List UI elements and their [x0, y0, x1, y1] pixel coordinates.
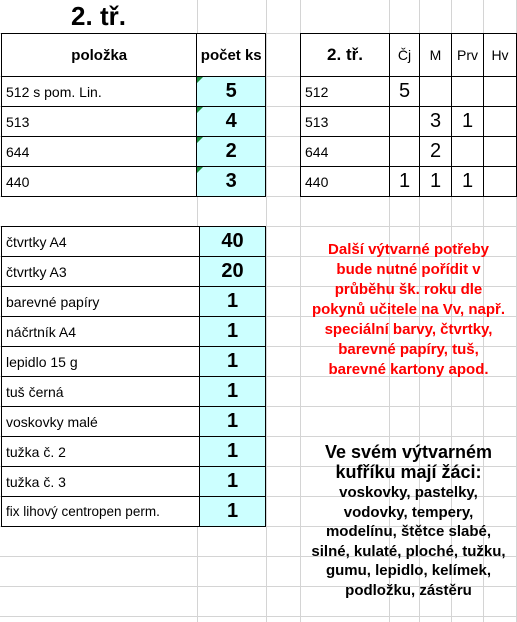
- note-heading-line: Ve svém výtvarném: [324, 442, 493, 462]
- item-count[interactable]: 3: [197, 167, 266, 197]
- item-count[interactable]: 2: [197, 137, 266, 167]
- supply-name[interactable]: barevné papíry: [2, 287, 200, 317]
- note-line: Další výtvarné potřeby: [328, 241, 489, 258]
- item-name[interactable]: 513: [2, 107, 197, 137]
- m-cell[interactable]: 1: [420, 167, 452, 197]
- header-class: 2. tř.: [301, 34, 390, 77]
- code-cell[interactable]: 512: [301, 77, 390, 107]
- header-prv: Prv: [452, 34, 484, 77]
- note-line: barevné kartony apod.: [328, 361, 489, 378]
- cj-cell[interactable]: 5: [390, 77, 420, 107]
- m-cell[interactable]: 2: [420, 137, 452, 167]
- page-title: 2. tř.: [71, 1, 126, 31]
- supply-count[interactable]: 1: [200, 437, 266, 467]
- prv-cell[interactable]: [452, 77, 484, 107]
- code-cell[interactable]: 440: [301, 167, 390, 197]
- hv-cell[interactable]: [484, 167, 517, 197]
- header-item: položka: [2, 34, 197, 77]
- code-cell[interactable]: 644: [301, 137, 390, 167]
- cj-cell[interactable]: 1: [390, 167, 420, 197]
- hv-cell[interactable]: [484, 77, 517, 107]
- supply-count[interactable]: 1: [200, 407, 266, 437]
- supply-count[interactable]: 40: [200, 227, 266, 257]
- supply-name[interactable]: čtvrtky A3: [2, 257, 200, 287]
- supply-count[interactable]: 1: [200, 347, 266, 377]
- header-m: M: [420, 34, 452, 77]
- m-cell[interactable]: [420, 77, 452, 107]
- note-line: barevné papíry, tuš,: [338, 341, 479, 358]
- note-line: silné, kulaté, ploché, tužku,: [311, 542, 506, 560]
- supply-name[interactable]: čtvrtky A4: [2, 227, 200, 257]
- additional-supplies-note: [300, 240, 517, 380]
- supply-count[interactable]: 1: [200, 377, 266, 407]
- supply-count[interactable]: 1: [200, 287, 266, 317]
- supply-name[interactable]: voskovky malé: [2, 407, 200, 437]
- item-count[interactable]: 4: [197, 107, 266, 137]
- note-line: podložku, zástěru: [345, 581, 472, 599]
- cj-cell[interactable]: [390, 137, 420, 167]
- item-name[interactable]: 440: [2, 167, 197, 197]
- item-name[interactable]: 644: [2, 137, 197, 167]
- header-count: počet ks: [197, 34, 266, 77]
- hv-cell[interactable]: [484, 137, 517, 167]
- supply-name[interactable]: tuš černá: [2, 377, 200, 407]
- prv-cell[interactable]: 1: [452, 107, 484, 137]
- m-cell[interactable]: 3: [420, 107, 452, 137]
- supply-name[interactable]: náčrtník A4: [2, 317, 200, 347]
- note-line: gumu, lepidlo, kelímek,: [325, 562, 492, 579]
- supply-name[interactable]: fix lihový centropen perm.: [2, 497, 200, 527]
- supply-name[interactable]: tužka č. 3: [2, 467, 200, 497]
- items-table: [1, 33, 266, 197]
- note-line: průběhu šk. roku dle: [334, 281, 483, 298]
- supplies-table: [1, 226, 266, 527]
- note-heading-line: kufříku mají žáci:: [335, 462, 482, 482]
- item-name[interactable]: 512 s pom. Lin.: [2, 77, 197, 107]
- cj-cell[interactable]: [390, 107, 420, 137]
- note-line: bude nutné pořídit v: [336, 261, 481, 278]
- note-line: speciální barvy, čtvrtky,: [324, 321, 493, 338]
- prv-cell[interactable]: [452, 137, 484, 167]
- subjects-table: [300, 33, 517, 197]
- note-line: vodovky, tempery,: [343, 503, 474, 521]
- prv-cell[interactable]: 1: [452, 167, 484, 197]
- supply-count[interactable]: 1: [200, 497, 266, 527]
- item-count[interactable]: 5: [197, 77, 266, 107]
- supply-name[interactable]: lepidlo 15 g: [2, 347, 200, 377]
- supply-count[interactable]: 20: [200, 257, 266, 287]
- header-hv: Hv: [484, 34, 517, 77]
- code-cell[interactable]: 513: [301, 107, 390, 137]
- supply-name[interactable]: tužka č. 2: [2, 437, 200, 467]
- hv-cell[interactable]: [484, 107, 517, 137]
- art-kit-note: [300, 442, 517, 600]
- note-line: voskovky, pastelky,: [339, 484, 478, 501]
- supply-count[interactable]: 1: [200, 317, 266, 347]
- supply-count[interactable]: 1: [200, 467, 266, 497]
- header-cj: Čj: [390, 34, 420, 77]
- note-line: pokynů učitele na Vv, např.: [311, 301, 506, 318]
- note-line: modelínu, štětce slabé,: [325, 523, 492, 540]
